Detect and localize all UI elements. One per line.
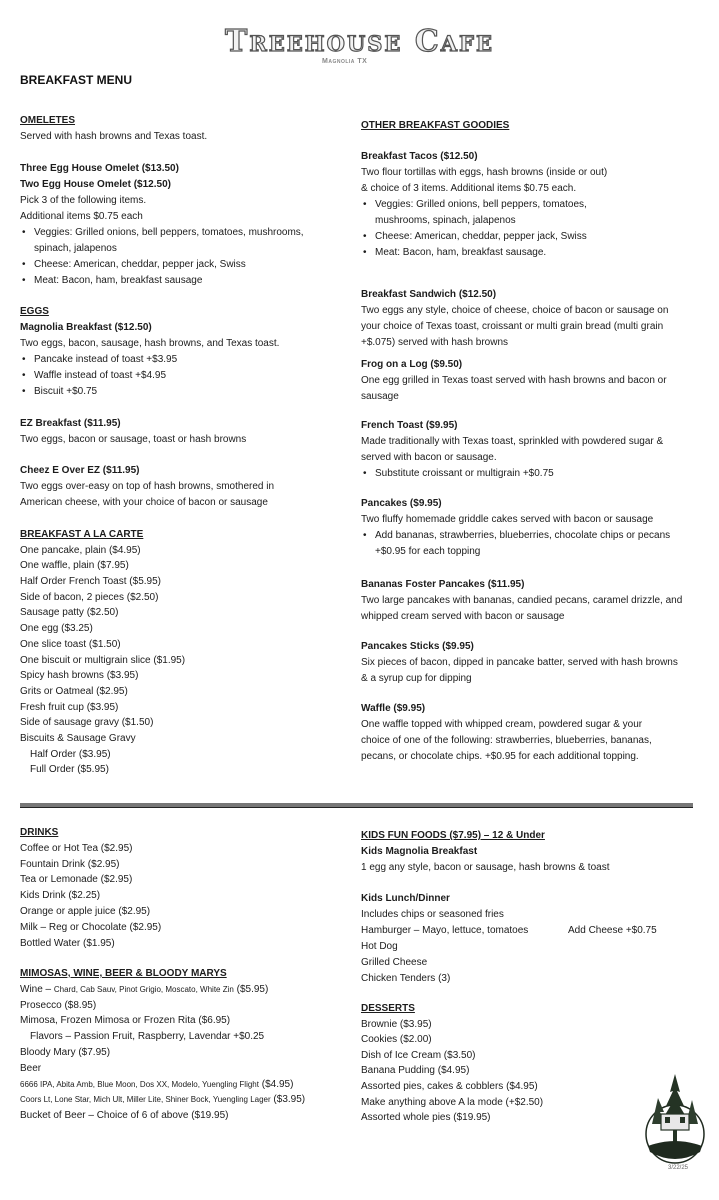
menu-item-name: Kids Lunch/Dinner <box>361 893 450 904</box>
menu-item-desc: American cheese, with your choice of bacon or sausage <box>20 497 268 508</box>
list-sub-item: Half Order ($3.95) <box>30 748 111 760</box>
list-item: Assorted whole pies ($19.95) <box>361 1112 491 1124</box>
list-item: Grilled Cheese <box>361 957 428 968</box>
hamburger: Hamburger – Mayo, lettuce, tomatoes <box>361 925 529 936</box>
list-item: Orange or apple juice ($2.95) <box>20 905 151 917</box>
bullet-continuation: +$0.95 for each topping <box>375 546 481 557</box>
omeletes-intro: Served with hash browns and Texas toast. <box>20 131 208 142</box>
list-item: One slice toast ($1.50) <box>20 638 121 650</box>
menu-item-desc: Two eggs, bacon, sausage, hash browns, and Texas toast. <box>20 338 280 349</box>
logo-title: Treehouse Cafe <box>225 24 494 59</box>
list-item: Bloody Mary ($7.95) <box>20 1046 111 1058</box>
treehouse-logo-icon <box>644 1072 706 1166</box>
menu-item-desc: your choice of Texas toast, croissant or multi grain bread (multi grain <box>361 321 664 332</box>
bullet-item: • Veggies: Grilled onions, bell peppers, tomatoes, <box>361 197 607 213</box>
menu-item-name: Bananas Foster Pancakes ($11.95) <box>361 579 525 590</box>
beer-list: 6666 IPA, Abita Amb, Blue Moon, Dos XX, Modelo, Yuengling Flight <box>20 1079 259 1089</box>
list-item: Fountain Drink ($2.95) <box>20 858 120 870</box>
window-shape <box>680 1117 685 1123</box>
wine-types: Chard, Cab Sauv, Pinot Grigio, Moscato, White Zin <box>53 984 234 994</box>
list-item: Hot Dog <box>361 941 398 952</box>
menu-item-name: Breakfast Sandwich ($12.50) <box>361 289 497 300</box>
list-item: Half Order French Toast ($5.95) <box>20 576 161 588</box>
menu-item-desc: Two eggs, bacon or sausage, toast or hash browns <box>20 434 247 445</box>
menu-item-name: Two Egg House Omelet ($12.50) <box>20 179 171 190</box>
list-item: Side of bacon, 2 pieces ($2.50) <box>20 591 159 603</box>
list-item: Biscuits & Sausage Gravy <box>20 732 136 744</box>
list-item: Sausage patty ($2.50) <box>20 607 119 619</box>
menu-item-desc: & a syrup cup for dipping <box>361 673 472 684</box>
window-shape <box>665 1117 670 1123</box>
desserts-heading: DESSERTS <box>361 1003 415 1014</box>
a-la-carte-section <box>20 527 185 778</box>
bullet-item: • Pancake instead of toast +$3.95 <box>20 352 279 368</box>
menu-item-name: Cheez E Over EZ ($11.95) <box>20 465 140 476</box>
wine-label: Wine – <box>20 983 54 995</box>
list-item: Cookies ($2.00) <box>361 1034 432 1046</box>
drinks-section <box>20 825 161 951</box>
list-item: Beer <box>20 1062 42 1074</box>
list-item: Bottled Water ($1.95) <box>20 937 115 949</box>
menu-item-name: Pancakes ($9.95) <box>361 498 442 509</box>
menu-item-note: Pick 3 of the following items. <box>20 195 147 206</box>
list-item: Dish of Ice Cream ($3.50) <box>361 1049 476 1061</box>
menu-item-desc: 1 egg any style, bacon or sausage, hash browns & toast <box>361 862 610 873</box>
menu-item-note: Additional items $0.75 each <box>20 211 143 222</box>
add-cheese: Add Cheese +$0.75 <box>568 925 657 936</box>
beer-price: ($4.95) <box>258 1078 294 1090</box>
list-item: Chicken Tenders (3) <box>361 973 451 984</box>
menu-date: 3/22/25 <box>668 1165 689 1171</box>
menu-title: BREAKFAST MENU <box>20 73 133 87</box>
list-sub-item: Full Order ($5.95) <box>30 764 109 776</box>
desserts-section <box>361 1001 543 1126</box>
menu-item-name: French Toast ($9.95) <box>361 420 458 431</box>
alcohol-heading: MIMOSAS, WINE, BEER & BLOODY MARYS <box>20 968 227 979</box>
list-item: Spicy hash browns ($3.95) <box>20 670 139 682</box>
menu-item-desc: Two eggs any style, choice of cheese, choice of bacon or sausage on <box>361 305 669 316</box>
menu-item-name: Frog on a Log ($9.50) <box>361 359 463 370</box>
section-divider <box>20 803 693 808</box>
menu-item-name: Kids Magnolia Breakfast <box>361 846 478 857</box>
list-item: Assorted pies, cakes & cobblers ($4.95) <box>361 1080 538 1092</box>
bullet-item: • Veggies: Grilled onions, bell peppers, tomatoes, mushrooms, <box>20 225 304 241</box>
menu-item-desc: whipped cream served with bacon or sausage <box>361 611 565 622</box>
list-item-beer-1 <box>20 1077 305 1093</box>
list-item: Make anything above A la mode (+$2.50) <box>361 1096 544 1108</box>
menu-item-desc: One egg grilled in Texas toast served with hash browns and bacon or <box>361 375 667 386</box>
other-goodies-heading: OTHER BREAKFAST GOODIES <box>361 120 510 131</box>
list-item: Milk – Reg or Chocolate ($2.95) <box>20 921 162 933</box>
list-item: Brownie ($3.95) <box>361 1018 432 1030</box>
drinks-heading: DRINKS <box>20 827 59 838</box>
bullet-item: • Meat: Bacon, ham, breakfast sausage. <box>361 245 607 261</box>
kids-lunch <box>361 891 657 987</box>
breakfast-sandwich <box>361 287 668 351</box>
menu-item-desc: Includes chips or seasoned fries <box>361 909 504 920</box>
breakfast-tacos <box>361 149 607 261</box>
kids-heading: KIDS FUN FOODS ($7.95) – 12 & Under <box>361 830 545 841</box>
list-item-beer-2 <box>20 1092 305 1108</box>
menu-item-desc: +$.075) served with hash browns <box>361 337 509 348</box>
list-item: Mimosa, Frozen Mimosa or Frozen Rita ($6.95) <box>20 1015 231 1027</box>
french-toast <box>361 418 663 482</box>
bullet-item: • Cheese: American, cheddar, pepper jack, Swiss <box>20 257 304 273</box>
menu-item-desc: served with bacon or sausage. <box>361 452 497 463</box>
menu-item-desc: Two large pancakes with bananas, candied pecans, caramel drizzle, and <box>361 595 683 606</box>
list-item: Fresh fruit cup ($3.95) <box>20 701 119 713</box>
list-item: Tea or Lemonade ($2.95) <box>20 874 133 886</box>
menu-item-desc: Made traditionally with Texas toast, sprinkled with powdered sugar & <box>361 436 664 447</box>
list-item: Banana Pudding ($4.95) <box>361 1065 470 1077</box>
list-item: One waffle, plain ($7.95) <box>20 560 129 572</box>
list-item: One pancake, plain ($4.95) <box>20 544 141 556</box>
menu-item-name: EZ Breakfast ($11.95) <box>20 418 121 429</box>
bullet-continuation: mushrooms, spinach, jalapenos <box>375 215 516 226</box>
omeletes-items <box>20 161 304 289</box>
menu-item-desc: choice of one of the following: strawberries, blueberries, bananas, <box>361 735 652 746</box>
bullet-item: • Waffle instead of toast +$4.95 <box>20 368 279 384</box>
list-item: Grits or Oatmeal ($2.95) <box>20 685 128 697</box>
menu-item-name: Pancakes Sticks ($9.95) <box>361 641 474 652</box>
a-la-carte-heading: BREAKFAST A LA CARTE <box>20 529 144 540</box>
ez-breakfast <box>20 416 246 448</box>
menu-item-desc: Six pieces of bacon, dipped in pancake batter, served with hash browns <box>361 657 678 668</box>
list-item-wine <box>20 982 305 998</box>
list-sub-item: Flavors – Passion Fruit, Raspberry, Lavendar +$0.25 <box>30 1031 265 1043</box>
eggs-section <box>20 304 279 400</box>
list-item: One egg ($3.25) <box>20 623 93 635</box>
beer-list: Coors Lt, Lone Star, Mich Ult, Miller Lite, Shiner Bock, Yuengling Lager <box>20 1095 271 1105</box>
eggs-heading: EGGS <box>20 306 49 317</box>
logo-subtitle: Magnolia TX <box>322 58 368 65</box>
menu-item-desc: Two flour tortillas with eggs, hash browns (inside or out) <box>361 167 608 178</box>
beer-price: ($3.95) <box>270 1094 306 1106</box>
kids-section <box>361 828 610 876</box>
list-item: Side of sausage gravy ($1.50) <box>20 717 154 729</box>
waffle <box>361 701 652 765</box>
menu-item-desc: sausage <box>361 391 399 402</box>
bullet-item: • Cheese: American, cheddar, pepper jack, Swiss <box>361 229 607 245</box>
list-item: Coffee or Hot Tea ($2.95) <box>20 842 133 854</box>
list-item: One biscuit or multigrain slice ($1.95) <box>20 654 186 666</box>
frog-on-a-log <box>361 357 667 405</box>
list-item: Kids Drink ($2.25) <box>20 890 101 902</box>
bullet-item: • Substitute croissant or multigrain +$0.75 <box>361 466 663 482</box>
menu-item-name: Waffle ($9.95) <box>361 703 426 714</box>
menu-item-name: Magnolia Breakfast ($12.50) <box>20 322 152 333</box>
pancake-sticks <box>361 639 678 687</box>
bullet-item: • Biscuit +$0.75 <box>20 384 279 400</box>
wine-price: ($5.95) <box>233 983 269 995</box>
menu-item-name: Three Egg House Omelet ($13.50) <box>20 163 179 174</box>
list-item-hamburger <box>361 923 657 939</box>
bullet-item: • Meat: Bacon, ham, breakfast sausage <box>20 273 304 289</box>
menu-item-desc: pecans, or chocolate chips. +$0.95 for each additional topping. <box>361 751 639 762</box>
omeletes-section <box>20 113 207 145</box>
menu-item-desc: One waffle topped with whipped cream, powdered sugar & your <box>361 719 643 730</box>
other-goodies-heading-block <box>361 118 509 134</box>
omeletes-heading: OMELETES <box>20 115 76 126</box>
menu-item-desc: Two eggs over-easy on top of hash browns, smothered in <box>20 481 275 492</box>
cheez-e-over-ez <box>20 463 274 511</box>
menu-item-name: Breakfast Tacos ($12.50) <box>361 151 478 162</box>
bullet-continuation: spinach, jalapenos <box>34 243 117 254</box>
bananas-foster-pancakes <box>361 577 682 625</box>
menu-item-desc: & choice of 3 items. Additional items $0.75 each. <box>361 183 577 194</box>
bullet-item: • Add bananas, strawberries, blueberries, chocolate chips or pecans <box>361 528 670 544</box>
alcohol-section <box>20 966 305 1124</box>
pancakes <box>361 496 670 560</box>
menu-item-desc: Two fluffy homemade griddle cakes served with bacon or sausage <box>361 514 654 525</box>
list-item: Prosecco ($8.95) <box>20 999 97 1011</box>
list-item: Bucket of Beer – Choice of 6 of above ($19.95) <box>20 1110 229 1122</box>
